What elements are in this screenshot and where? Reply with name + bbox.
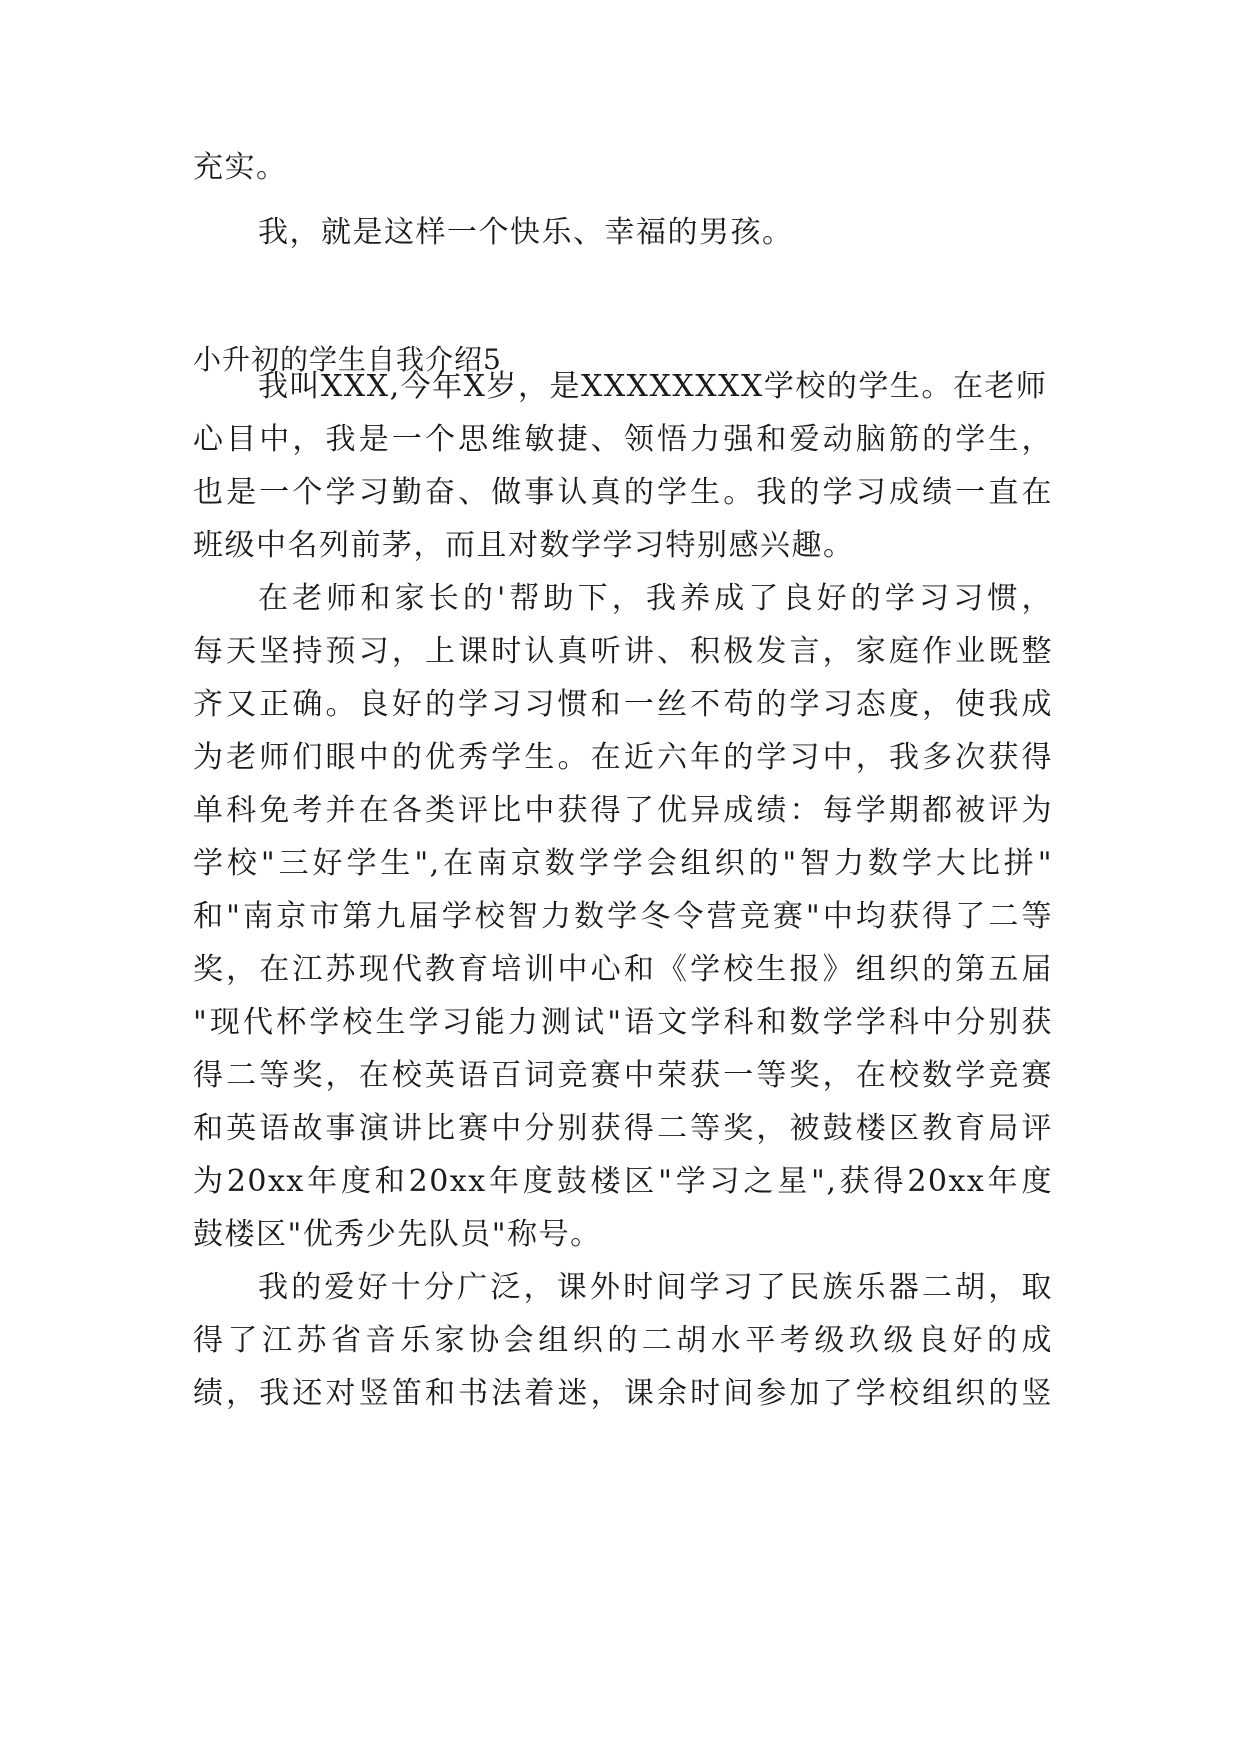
paragraph-line: 和"南京市第九届学校智力数学冬令营竞赛"中均获得了二等 xyxy=(193,899,1053,934)
paragraph-line: 也是一个学习勤奋、做事认真的学生。我的学习成绩一直在 xyxy=(193,475,1053,510)
section-title: 小升初的学生自我介绍5 xyxy=(193,343,502,376)
paragraph-line: 齐又正确。良好的学习习惯和一丝不苟的学习态度，使我成 xyxy=(193,687,1053,722)
paragraph-line: 绩，我还对竖笛和书法着迷，课余时间参加了学校组织的竖 xyxy=(193,1376,1053,1411)
paragraph-line: 得二等奖，在校英语百词竞赛中荣获一等奖，在校数学竞赛 xyxy=(193,1058,1053,1093)
paragraph-line: "现代杯学校生学习能力测试"语文学科和数学学科中分别获 xyxy=(193,1005,1053,1040)
paragraph-line: 单科免考并在各类评比中获得了优异成绩：每学期都被评为 xyxy=(193,793,1053,828)
paragraph-line: 我的爱好十分广泛，课外时间学习了民族乐器二胡，取 xyxy=(258,1270,1053,1305)
paragraph-line: 我，就是这样一个快乐、幸福的男孩。 xyxy=(258,215,794,250)
paragraph-line: 心目中，我是一个思维敏捷、领悟力强和爱动脑筋的学生， xyxy=(193,422,1053,457)
paragraph-line: 在老师和家长的'帮助下，我养成了良好的学习习惯， xyxy=(258,581,1053,616)
paragraph-line: 和英语故事演讲比赛中分别获得二等奖，被鼓楼区教育局评 xyxy=(193,1111,1053,1146)
paragraph-line: 每天坚持预习，上课时认真听讲、积极发言，家庭作业既整 xyxy=(193,634,1053,669)
paragraph-line: 得了江苏省音乐家协会组织的二胡水平考级玖级良好的成 xyxy=(193,1323,1053,1358)
paragraph-line: 我叫XXX,今年X岁，是XXXXXXXX学校的学生。在老师 xyxy=(258,369,1048,404)
paragraph-line: 奖，在江苏现代教育培训中心和《学校生报》组织的第五届 xyxy=(193,952,1053,987)
paragraph-line: 为20xx年度和20xx年度鼓楼区"学习之星",获得20xx年度 xyxy=(193,1164,1053,1199)
paragraph-line: 学校"三好学生",在南京数学学会组织的"智力数学大比拼" xyxy=(193,846,1053,881)
paragraph-line: 鼓楼区"优秀少先队员"称号。 xyxy=(193,1217,602,1252)
paragraph-line: 为老师们眼中的优秀学生。在近六年的学习中，我多次获得 xyxy=(193,740,1053,775)
paragraph-line: 班级中名列前茅，而且对数学学习特别感兴趣。 xyxy=(193,528,855,563)
paragraph-line: 充实。 xyxy=(193,150,288,185)
